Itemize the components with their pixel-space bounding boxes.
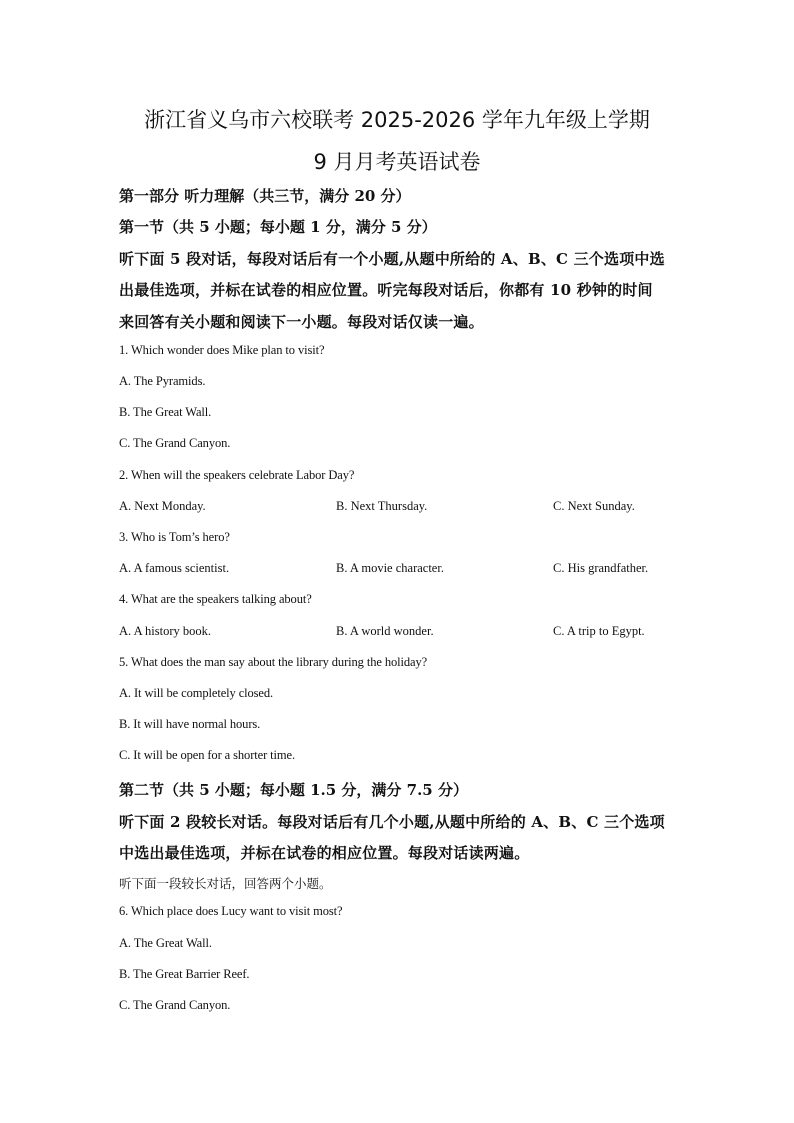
question-3: 3. Who is Tom’s hero? bbox=[119, 530, 230, 544]
question-1-option-c: C. The Grand Canyon. bbox=[119, 436, 231, 450]
section2-instructions-line2: 中选出最佳选项，并标在试卷的相应位置。每段对话读两遍。 bbox=[119, 844, 530, 862]
question-3-option-a: A. A famous scientist. bbox=[119, 561, 230, 575]
question-2: 2. When will the speakers celebrate Labor Day? bbox=[119, 468, 355, 482]
section2-note: 听下面一段较长对话，回答两个小题。 bbox=[119, 876, 332, 891]
section2-instructions-line1: 听下面 2 段较长对话。每段对话后有几个小题,从题中所给的 A、B、C 三个选项 bbox=[119, 813, 665, 831]
question-4-option-b: B. A world wonder. bbox=[336, 624, 434, 638]
question-5-option-a: A. It will be completely closed. bbox=[119, 686, 274, 700]
question-1-option-b: B. The Great Wall. bbox=[119, 405, 212, 419]
question-4-option-c: C. A trip to Egypt. bbox=[553, 624, 645, 638]
question-5-option-b: B. It will have normal hours. bbox=[119, 717, 261, 731]
question-4-option-a: A. A history book. bbox=[119, 624, 212, 638]
exam-title-line2: 9 月月考英语试卷 bbox=[313, 150, 481, 174]
question-1: 1. Which wonder does Mike plan to visit? bbox=[119, 343, 325, 357]
question-5-option-c: C. It will be open for a shorter time. bbox=[119, 748, 296, 762]
question-2-option-a: A. Next Monday. bbox=[119, 499, 206, 513]
question-5: 5. What does the man say about the library during the holiday? bbox=[119, 655, 428, 669]
question-6: 6. Which place does Lucy want to visit most? bbox=[119, 904, 343, 918]
part1-heading: 第一部分 听力理解（共三节，满分 20 分） bbox=[119, 187, 411, 205]
question-6-option-c: C. The Grand Canyon. bbox=[119, 998, 231, 1012]
section1-instructions-line2: 出最佳选项，并标在试卷的相应位置。听完每段对话后，你都有 10 秒钟的时间 bbox=[119, 281, 653, 299]
question-2-option-b: B. Next Thursday. bbox=[336, 499, 428, 513]
question-3-option-b: B. A movie character. bbox=[336, 561, 444, 575]
question-3-option-c: C. His grandfather. bbox=[553, 561, 649, 575]
question-4: 4. What are the speakers talking about? bbox=[119, 592, 312, 606]
question-2-option-c: C. Next Sunday. bbox=[553, 499, 635, 513]
question-1-option-a: A. The Pyramids. bbox=[119, 374, 206, 388]
question-6-option-a: A. The Great Wall. bbox=[119, 936, 212, 950]
question-6-option-b: B. The Great Barrier Reef. bbox=[119, 967, 250, 981]
section1-instructions-line1: 听下面 5 段对话，每段对话后有一个小题,从题中所给的 A、B、C 三个选项中选 bbox=[119, 250, 665, 268]
section1-instructions-line3: 来回答有关小题和阅读下一小题。每段对话仅读一遍。 bbox=[119, 313, 484, 331]
section2-heading: 第二节（共 5 小题；每小题 1.5 分，满分 7.5 分） bbox=[119, 781, 468, 799]
exam-title-line1: 浙江省义乌市六校联考 2025-2026 学年九年级上学期 bbox=[144, 108, 650, 132]
section1-heading: 第一节（共 5 小题；每小题 1 分，满分 5 分） bbox=[119, 218, 437, 236]
